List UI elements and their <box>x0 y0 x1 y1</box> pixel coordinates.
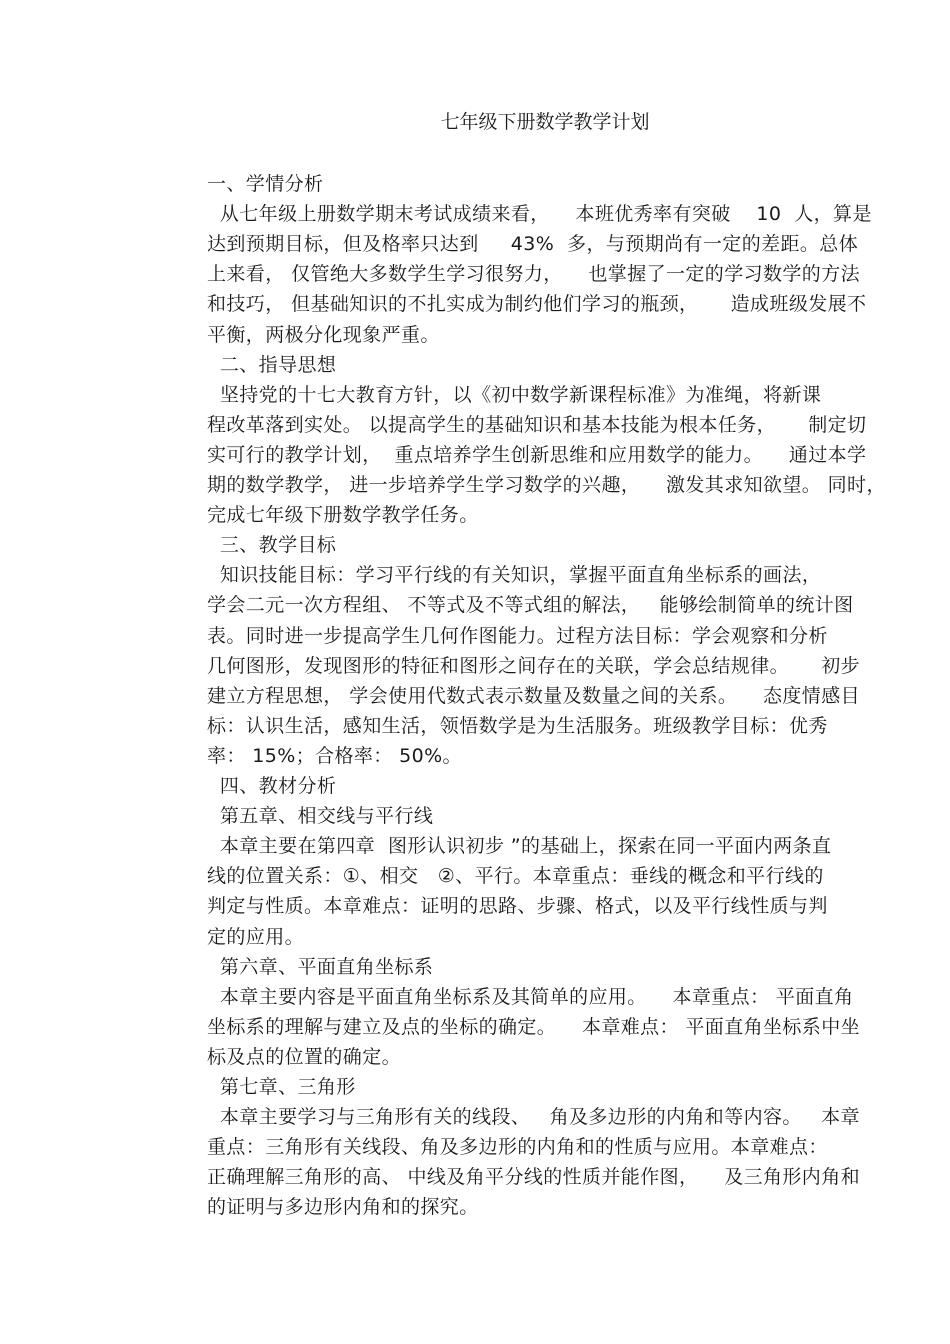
text-line: 一、学情分析 <box>207 173 324 195</box>
text-line: 率： 15%；合格率： 50%。 <box>207 744 462 767</box>
text-line: 第六章、平面直角坐标系 <box>207 955 434 978</box>
text-line: 完成七年级下册数学教学任务。 <box>207 504 479 527</box>
text-line: 标及点的位置的确定。 <box>207 1045 402 1068</box>
text-line: 坚持党的十七大教育方针，以《初中数学新课程标准》为准绳，将新课 <box>207 383 822 406</box>
document-title: 七年级下册数学教学计划 <box>440 111 650 133</box>
text-line: 期的数学教学， 进一步培养学生学习数学的兴趣， 激发其求知欲望。 同时， <box>207 474 886 496</box>
text-line: 四、教材分析 <box>207 775 337 797</box>
text-line: 实可行的教学计划， 重点培养学生创新思维和应用数学的能力。 通过本学 <box>207 443 867 466</box>
text-line: 知识技能目标：学习平行线的有关知识，掌握平面直角坐标系的画法， <box>207 564 822 587</box>
text-line: 从七年级上册数学期末考试成绩来看， 本班优秀率有突破 10 人，算是 <box>207 203 872 226</box>
text-line: 学会二元一次方程组、 不等式及不等式组的解法， 能够绘制简单的统计图 <box>207 594 854 617</box>
text-line: 程改革落到实处。 以提高学生的基础知识和基本技能为根本任务， 制定切 <box>207 413 867 436</box>
text-line: 本章主要在第四章 图形认识初步 ”的基础上，探索在同一平面内两条直 <box>207 835 832 858</box>
text-line: 三、教学目标 <box>207 534 337 557</box>
text-line: 本章主要学习与三角形有关的线段、 角及多边形的内角和等内容。 本章 <box>207 1106 860 1129</box>
text-line: 判定与性质。本章难点：证明的思路、步骤、格式，以及平行线性质与判 <box>207 895 828 918</box>
text-line: 表。同时进一步提高学生几何作图能力。过程方法目标：学会观察和分析 <box>207 624 828 647</box>
text-line: 第七章、三角形 <box>207 1076 356 1098</box>
text-line: 定的应用。 <box>207 925 305 948</box>
text-line: 本章主要内容是平面直角坐标系及其简单的应用。 本章重点： 平面直角 <box>207 985 854 1008</box>
text-line: 标：认识生活，感知生活，领悟数学是为生活服务。班级教学目标：优秀 <box>207 714 828 737</box>
text-line: 几何图形，发现图形的特征和图形之间存在的关联，学会总结规律。 初步 <box>207 654 860 677</box>
text-line: 达到预期目标，但及格率只达到 43% 多，与预期尚有一定的差距。总体 <box>207 233 859 256</box>
text-line: 线的位置关系：①、相交 ②、平行。本章重点：垂线的概念和平行线的 <box>207 865 824 888</box>
text-line: 平衡，两极分化现象严重。 <box>207 323 440 346</box>
text-line: 和技巧， 但基础知识的不扎实成为制约他们学习的瓶颈， 造成班级发展不 <box>207 293 867 316</box>
text-line: 重点：三角形有关线段、角及多边形的内角和的性质与应用。本章难点： <box>207 1136 828 1159</box>
text-line: 二、指导思想 <box>207 353 337 376</box>
text-line: 坐标系的理解与建立及点的坐标的确定。 本章难点： 平面直角坐标系中坐 <box>207 1015 860 1038</box>
text-line: 的证明与多边形内角和的探究。 <box>207 1196 479 1219</box>
text-line: 建立方程思想， 学会使用代数式表示数量及数量之间的关系。 态度情感目 <box>207 684 860 707</box>
text-line: 第五章、相交线与平行线 <box>207 805 434 828</box>
text-line: 上来看， 仅管绝大多数学生学习很努力， 也掌握了一定的学习数学的方法 <box>207 263 860 286</box>
text-line: 正确理解三角形的高、 中线及角平分线的性质并能作图， 及三角形内角和 <box>207 1166 860 1189</box>
